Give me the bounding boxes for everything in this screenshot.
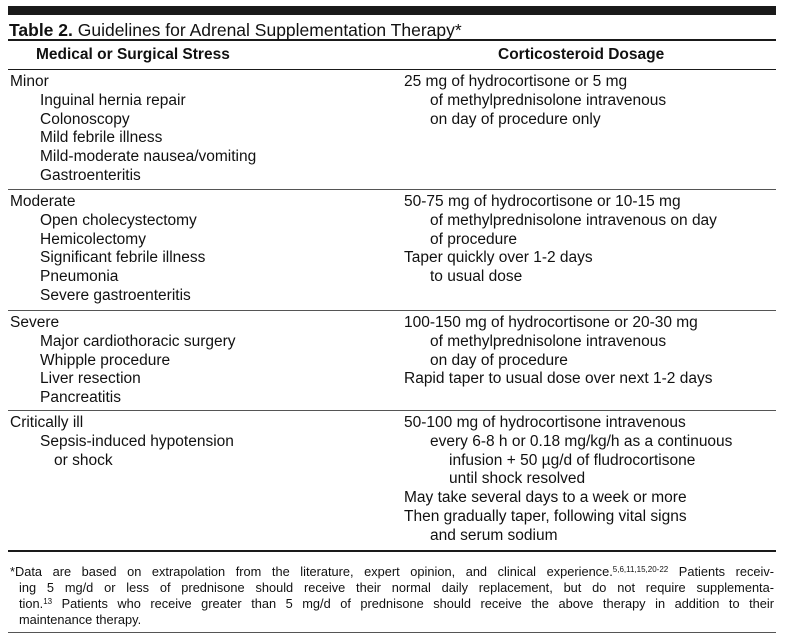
stress-cell <box>8 414 400 547</box>
table-row <box>8 311 776 410</box>
example-item: Gastroenteritis <box>40 166 141 184</box>
example-item: Whipple procedure <box>40 351 171 369</box>
example-item: Mild-moderate nausea/vomiting <box>40 148 257 166</box>
category-label: Moderate <box>10 193 76 210</box>
dosage-cell <box>400 193 776 307</box>
category-label: Severe <box>10 314 60 331</box>
dosage-line: May take several days to a week or more <box>404 489 687 507</box>
example-item: Pancreatitis <box>40 389 121 407</box>
footnote-citation: 13 <box>43 596 53 606</box>
dosage-line: of methylprednisolone intravenous <box>430 332 667 350</box>
footnote-text: tion. <box>19 595 44 611</box>
category-label: Critically ill <box>10 414 84 431</box>
top-rule <box>8 6 776 15</box>
example-item: Significant febrile illness <box>40 249 206 267</box>
example-item: Liver resection <box>40 370 141 388</box>
dosage-line: 25 mg of hydrocortisone or 5 mg <box>404 73 628 90</box>
dosage-line: on day of procedure only <box>430 110 601 128</box>
stress-cell <box>8 73 400 186</box>
category-label: Minor <box>10 73 49 90</box>
dosage-line: Taper quickly over 1-2 days <box>404 249 593 267</box>
dosage-line: 100-150 mg of hydrocortisone or 20-30 mg <box>404 314 698 331</box>
example-item: Mild febrile illness <box>40 129 163 147</box>
stress-cell <box>8 314 400 407</box>
table-row <box>8 190 776 310</box>
example-item: Sepsis-induced hypotension <box>40 432 234 450</box>
example-item: Inguinal hernia repair <box>40 91 186 109</box>
dosage-line: and serum sodium <box>430 526 558 544</box>
table-label: Table 2. <box>9 20 73 40</box>
example-item: Pneumonia <box>40 268 119 286</box>
dosage-line: 50-75 mg of hydrocortisone or 10-15 mg <box>404 193 681 210</box>
table-footnote <box>8 552 776 628</box>
header-dosage: Corticosteroid Dosage <box>498 45 665 63</box>
example-item: or shock <box>54 451 113 469</box>
table-header <box>8 41 776 69</box>
footnote-line: ing 5 mg/d or less of prednisone should receive their normal daily replacement, but do not require supplementa- <box>19 579 774 595</box>
example-item: Hemicolectomy <box>40 230 146 248</box>
dosage-line: on day of procedure <box>430 351 568 369</box>
footnote-line <box>10 596 774 612</box>
dosage-line: every 6-8 h or 0.18 mg/kg/h as a continuous <box>430 432 733 450</box>
dosage-line: of methylprednisolone intravenous on day <box>430 211 717 229</box>
dosage-line: of methylprednisolone intravenous <box>430 91 667 109</box>
example-item: Colonoscopy <box>40 110 130 128</box>
table-container <box>8 6 776 628</box>
header-stress: Medical or Surgical Stress <box>36 45 230 63</box>
example-item: Major cardiothoracic surgery <box>40 332 236 350</box>
example-item: Severe gastroenteritis <box>40 286 191 304</box>
dosage-cell <box>400 314 776 407</box>
table-title-text: Guidelines for Adrenal Supplementation Therapy* <box>72 20 462 40</box>
dosage-cell <box>400 73 776 186</box>
dosage-line: to usual dose <box>430 268 523 286</box>
example-item: Open cholecystectomy <box>40 211 197 229</box>
table-title <box>8 15 776 39</box>
table-row <box>8 70 776 189</box>
dosage-line: until shock resolved <box>449 470 586 488</box>
dosage-line: infusion + 50 µg/d of fludrocortisone <box>449 451 696 469</box>
dosage-line: Rapid taper to usual dose over next 1-2 days <box>404 370 713 388</box>
stress-cell <box>8 193 400 307</box>
dosage-cell <box>400 414 776 547</box>
dosage-line: Then gradually taper, following vital signs <box>404 507 687 525</box>
table-row <box>8 411 776 550</box>
page-bottom-rule <box>8 632 776 633</box>
footnote-text: Patients who receive greater than 5 mg/d of prednisone should receive the above therapy in addition to their <box>52 595 774 611</box>
footnote-text: Patients receiv- <box>668 563 774 579</box>
footnote-line <box>10 564 774 580</box>
dosage-line: of procedure <box>430 230 518 248</box>
footnote-text: *Data are based on extrapolation from the literature, expert opinion, and clinical experience. <box>10 563 613 579</box>
footnote-citation: 5,6,11,15,20-22 <box>612 564 669 574</box>
footnote-line: maintenance therapy. <box>19 611 142 627</box>
dosage-line: 50-100 mg of hydrocortisone intravenous <box>404 414 686 431</box>
